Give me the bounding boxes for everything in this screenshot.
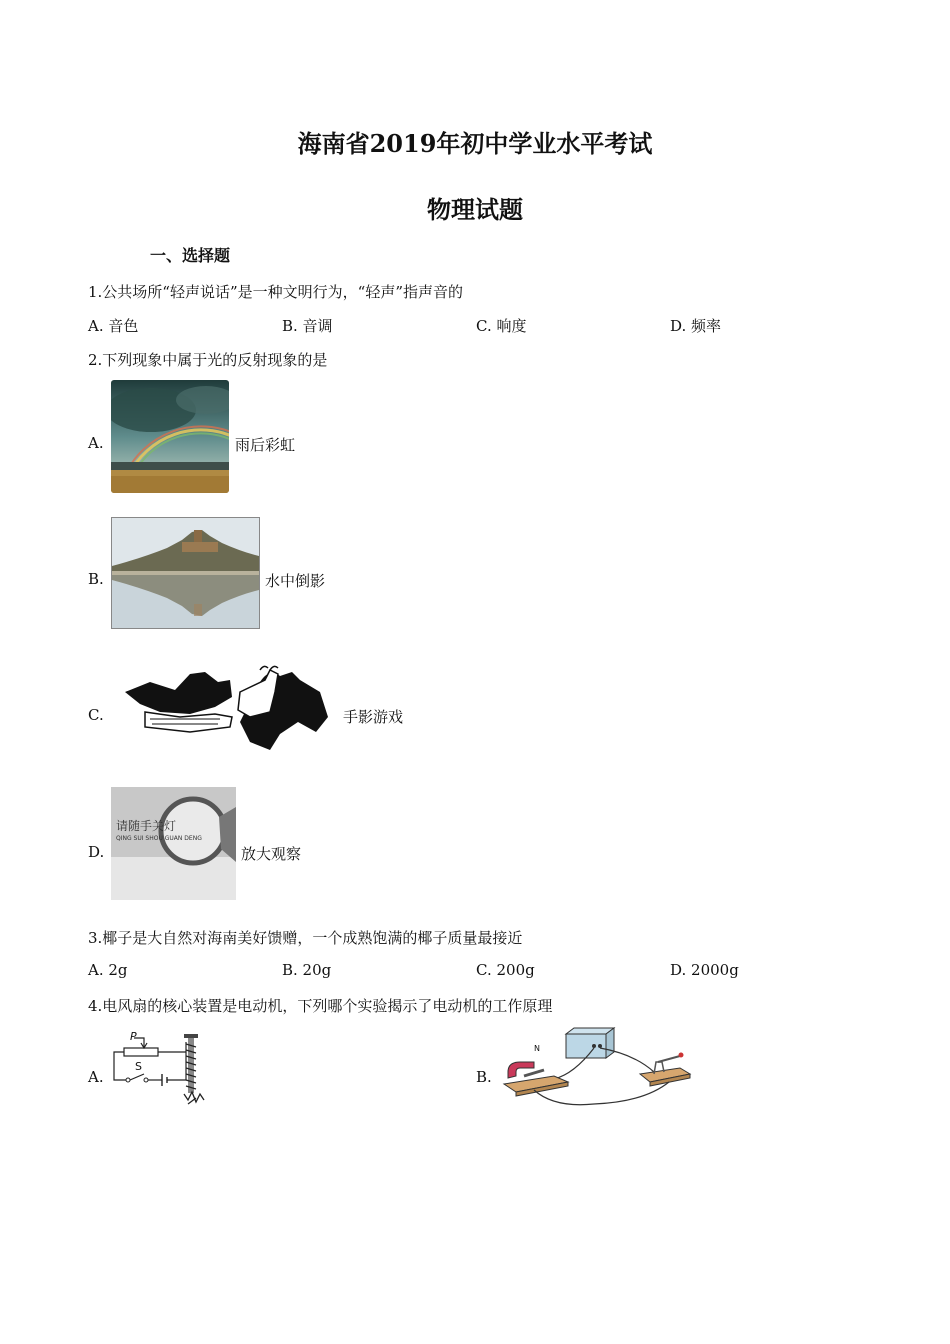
hand-shadow-image [120,662,335,752]
electromagnet-circuit-diagram [104,1028,224,1108]
q3-option-c: C. 200g [476,961,535,979]
q4-option-a-letter: A. [88,1068,104,1086]
q2-option-b-caption: 水中倒影 [265,572,326,590]
question-1-stem: 1.公共场所“轻声说话”是一种文明行为，“轻声”指声音的 [88,283,463,301]
question-3-stem: 3.椰子是大自然对海南美好馈赠，一个成熟饱满的椰子质量最接近 [88,929,523,947]
q1-option-d: D. 频率 [670,317,722,335]
exam-subtitle: 物理试题 [427,195,523,224]
q4-option-b-letter: B. [476,1068,492,1086]
q2-option-c-caption: 手影游戏 [343,708,404,726]
q2-option-a-caption: 雨后彩虹 [235,436,296,454]
q2-option-a-letter: A. [88,434,104,452]
q1-option-b: B. 音调 [282,317,333,335]
q2-option-d-caption: 放大观察 [241,845,302,863]
q2-option-d-letter: D. [88,843,105,861]
q1-option-a: A. 音色 [88,317,139,335]
label-p: P [130,1030,137,1043]
reflection-image [111,517,260,629]
q3-option-b: B. 20g [282,961,332,979]
label-n: N [534,1044,540,1053]
q2-option-c-letter: C. [88,706,104,724]
rainbow-image [111,380,229,493]
q2-option-b-letter: B. [88,570,104,588]
section-heading: 一、选择题 [150,246,231,265]
q3-option-a: A. 2g [88,961,128,979]
magnifier-sign-text: 请随手关灯 [116,819,177,833]
exam-title: 海南省2019年初中学业水平考试 [297,129,653,158]
magnifier-sign-pinyin: QING SUI SHOU GUAN DENG [116,835,202,842]
motor-experiment-diagram [494,1024,694,1110]
question-4-stem: 4.电风扇的核心装置是电动机，下列哪个实验揭示了电动机的工作原理 [88,997,553,1015]
magnifier-image [111,787,236,900]
label-s: S [135,1060,142,1073]
q1-option-c: C. 响度 [476,317,527,335]
question-2-stem: 2.下列现象中属于光的反射现象的是 [88,351,328,369]
q3-option-d: D. 2000g [670,961,739,979]
